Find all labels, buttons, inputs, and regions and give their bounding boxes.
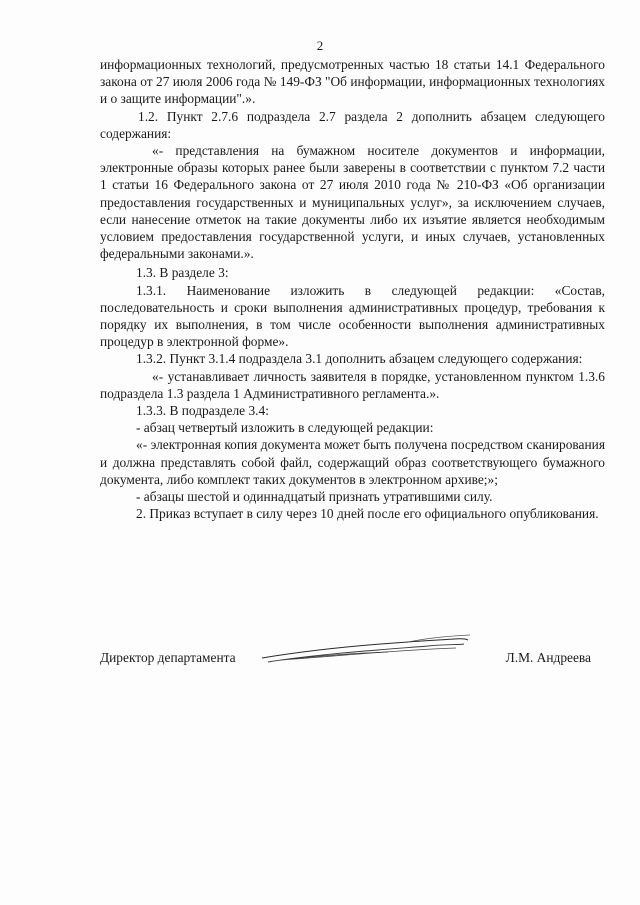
page-number: 2 xyxy=(316,38,324,53)
signature-block xyxy=(100,650,605,680)
signer-position: Директор департамента xyxy=(100,650,236,665)
paragraph-1-3-3: 1.3.3. В подразделе 3.4: xyxy=(136,403,269,419)
paragraph-1-3-2: 1.3.2. Пункт 3.1.4 подраздела 3.1 дополнить абзацем следующего содержания: xyxy=(136,351,583,367)
paragraph-abzac-4: - абзац четвертый изложить в следующей редакции: xyxy=(136,420,434,436)
paragraph-quote-1: «- представления на бумажном носителе документов и информации, электронные образы которых ранее были заверены в соответствии с пунктом 7.2 части 1 статьи 16 Федерального закона от 27 июля 2010 года № 210-ФЗ «Об организации предоставления государственных и муниципальных услуг», за исключением случаев, если нанесение отметок на такие документы либо их изъятие является необходимым условием предоставления государственной услуги, и иных случаев, установленных федеральными законами.». xyxy=(100,143,605,262)
paragraph-continuation: информационных технологий, предусмотренных частью 18 статьи 14.1 Федерального закона от 27 июля 2006 года № 149-ФЗ "Об информации, информационных технологиях и о защите информации".». xyxy=(100,57,605,107)
paragraph-quote-2: «- устанавливает личность заявителя в порядке, установленном пунктом 1.3.6 подраздела 1.3 раздела 1 Административного регламента.». xyxy=(100,368,605,401)
paragraph-1-3: 1.3. В разделе 3: xyxy=(136,265,229,281)
paragraph-quote-3: «- электронная копия документа может быть получена посредством сканирования и должна представлять собой файл, содержащий образ соответствующего бумажного документа, либо комплект таких документов в электронном архиве;»; xyxy=(100,437,605,487)
paragraph-1-2: 1.2. Пункт 2.7.6 подраздела 2.7 раздела 2 дополнить абзацем следующего содержания: xyxy=(100,108,605,141)
paragraph-abzac-6-11: - абзацы шестой и одиннадцатый признать утратившими силу. xyxy=(136,489,493,505)
signer-name: Л.М. Андреева xyxy=(505,650,591,665)
document-body xyxy=(100,56,605,522)
paragraph-1-3-1: 1.3.1. Наименование изложить в следующей редакции: «Состав, последовательность и сроки выполнения административных процедур, требования к порядку их выполнения, в том числе особенности выполнения административных процедур в электронной форме». xyxy=(100,282,605,350)
handwritten-signature xyxy=(258,632,473,672)
paragraph-2: 2. Приказ вступает в силу через 10 дней после его официального опубликования. xyxy=(136,506,599,522)
